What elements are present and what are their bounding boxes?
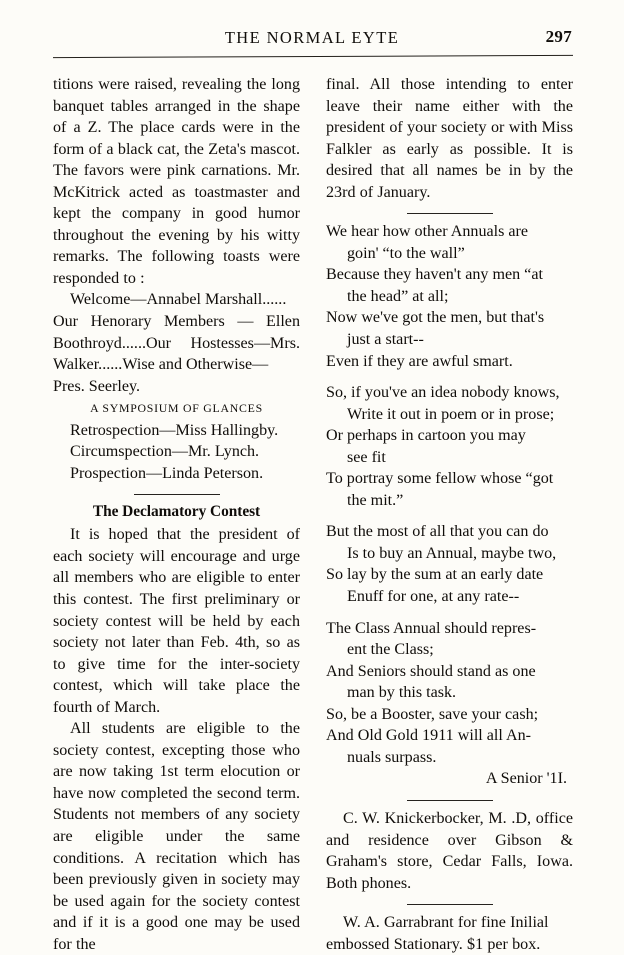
- poem-line: And Old Gold 1911 will all An-: [326, 727, 532, 745]
- poem-stanza-1: [326, 221, 573, 372]
- page-header: [52, 28, 572, 54]
- section-divider-rule: [134, 494, 220, 495]
- poem-signature: A Senior '1I.: [485, 770, 567, 788]
- advertisement-knickerbocker: [326, 808, 573, 894]
- symposium-item-circumspection: Circumspection—Mr. Lynch.: [70, 443, 260, 461]
- poem-line: man by this task.: [347, 684, 457, 702]
- poem-line: the head” at all;: [347, 287, 449, 305]
- advertisement-text: W. A. Garrabrant for fine Inilial embossed Stationary. $1 per box.: [326, 914, 549, 953]
- stanza-spacer: [326, 372, 573, 382]
- poem-line: We hear how other Annuals are: [326, 223, 529, 241]
- stanza-spacer: [326, 511, 573, 521]
- right-column: [326, 74, 573, 955]
- poem-line: goin' “to the wall”: [347, 244, 465, 262]
- poem-line: ent the Class;: [347, 641, 434, 659]
- declamatory-contest-heading: The Declamatory Contest: [92, 503, 261, 521]
- symposium-item-retrospection: Retrospection—Miss Hallingby.: [70, 421, 279, 439]
- poem-line: Write it out in poem or in prose;: [347, 405, 555, 423]
- poem-line: just a start--: [347, 331, 424, 349]
- poem-stanza-4: [326, 618, 573, 769]
- header-divider-rule: [53, 55, 573, 58]
- advertisement-text: C. W. Knickerbocker, M. .D, office and residence over Gibson & Graham's store, Cedar Falls, Iowa. Both phones.: [326, 809, 573, 892]
- poem-line: Enuff for one, at any rate--: [347, 588, 520, 606]
- paragraph-banquet-continued: titions were raised, revealing the long banquet tables arranged in the shape of a Z. The place cards were in the form of a black cat, the Zeta's mascot. The favors were pink carnations. Mr. McKitrick acted as toastmaster and kept the company in good humor throughout the evening by his witty remarks. The following toasts were responded to :: [53, 76, 300, 287]
- poem-line: And Seniors should stand as one: [326, 662, 536, 680]
- poem-line: Because they haven't any men “at: [326, 266, 543, 284]
- left-column: [53, 74, 300, 955]
- poem-line: see fit: [347, 448, 386, 466]
- poem-stanza-2: [326, 382, 573, 511]
- toast-line-seerley: Pres. Seerley.: [53, 377, 140, 395]
- stanza-spacer: [326, 608, 573, 618]
- paragraph-declamatory-2: All students are eligible to the society contest, excepting those who are now taking 1st term elocution or have now completed the second term. Students not members of any society are eligible under the same conditions. A recitation which has been previously given in society may be used again for the society contest and if it is a good one may be used for the: [53, 720, 300, 953]
- ad-divider-rule-2: [407, 904, 493, 905]
- toast-line-members: Our Henorary Members — Ellen Boothroyd......Our Hostesses—Mrs. Walker......Wise and Otherwise—: [53, 313, 300, 374]
- page-title: THE NORMAL EYTE: [224, 28, 400, 47]
- symposium-item-prospection: Prospection—Linda Peterson.: [70, 464, 264, 482]
- poem-line: Even if they are awful smart.: [326, 352, 513, 370]
- poem-line: But the most of all that you can do: [326, 523, 549, 541]
- poem-line: Is to buy an Annual, maybe two,: [347, 544, 557, 562]
- body-columns: [53, 74, 573, 955]
- symposium-heading: A SYMPOSIUM OF GLANCES: [90, 401, 263, 416]
- ad-divider-rule-1: [407, 800, 493, 801]
- poem-line: nuals surpass.: [347, 748, 437, 766]
- paragraph-declamatory-1: It is hoped that the president of each society will encourage and urge all members who are eligible to enter this contest. The first preliminary or society contest will be held by each society not later than Feb. 4th, so as to give time for the inter-society contest, which will take place the fourth of March.: [53, 526, 300, 716]
- toast-line-welcome: Welcome—Annabel Marshall......: [70, 291, 287, 309]
- poem-line: Or perhaps in cartoon you may: [326, 427, 526, 445]
- poem-line: the mit.”: [347, 491, 404, 509]
- poem-line: So, be a Booster, save your cash;: [326, 705, 539, 723]
- poem-line: To portray some fellow whose “got: [326, 470, 554, 488]
- poem-line: So lay by the sum at an early date: [326, 566, 544, 584]
- poem-line: So, if you've an idea nobody knows,: [326, 384, 560, 402]
- poem-stanza-3: [326, 521, 573, 607]
- paragraph-contest-continued: final. All those intending to enter leave their name either with the president of your society or with Miss Falkler as early as possible. It is desired that all names be in by the 23rd of January.: [326, 76, 573, 201]
- poem-top-divider-rule: [407, 213, 493, 214]
- page-number: 297: [545, 27, 572, 46]
- poem-line: The Class Annual should repres-: [326, 619, 537, 637]
- poem-line: Now we've got the men, but that's: [326, 309, 545, 327]
